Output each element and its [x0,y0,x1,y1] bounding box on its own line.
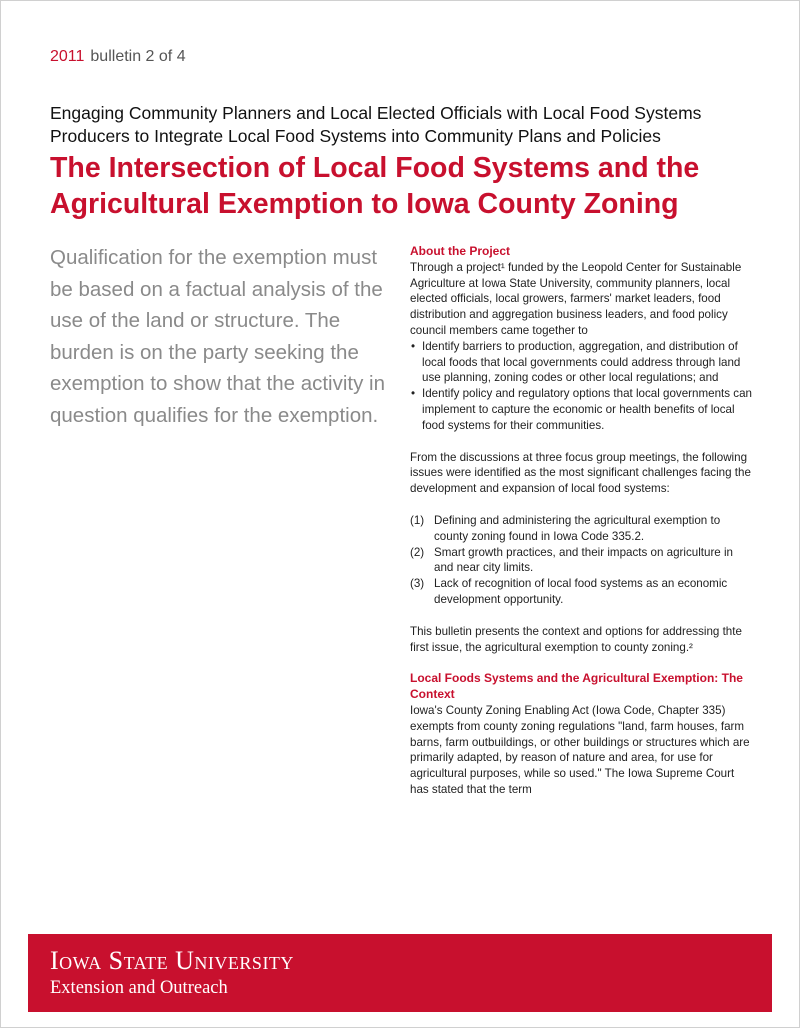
issue-text: Smart growth practices, and their impacts on agriculture in and near city limits. [434,545,733,575]
list-item [410,386,755,433]
right-column [410,244,755,798]
list-item [410,545,755,577]
extension-unit: Extension and Outreach [50,978,228,998]
context-heading: Local Foods Systems and the Agricultural Exemption: The Context [410,671,743,702]
bulletin-line [50,48,186,66]
list-item [410,576,755,608]
about-bullet-list [410,339,755,434]
issue-number: (2) [410,545,425,559]
discussion-paragraph: From the discussions at three focus group meetings, the following issues were identified as the most significant challenges facing the development and expansion of local food systems: [410,450,751,496]
context-body: Iowa's County Zoning Enabling Act (Iowa Code, Chapter 335) exempts from county zoning regulations "land, farm houses, farm barns, farm outbuildings, or other buildings or structures which are primarily adapted, by reason of nature and area, for use for agricultural purposes, while so used." The Iowa Supreme Court has stated that the term [410,703,750,796]
about-heading: About the Project [410,244,511,258]
footer-band [28,934,772,1012]
issue-text: Defining and administering the agricultural exemption to county zoning found in Iowa Code 335.2. [434,513,721,543]
about-intro: Through a project¹ funded by the Leopold Center for Sustainable Agriculture at Iowa State University, community planners, local elected officials, local growers, farmers' market leaders, food distribution and aggregation business leaders, and food policy council members came together to [410,260,742,337]
subtitle: Engaging Community Planners and Local Elected Officials with Local Food Systems Producers to Integrate Local Food Systems into Community Plans and Policies [50,103,702,146]
university-wordmark [50,946,294,976]
issue-text: Lack of recognition of local food systems as an economic development opportunity. [434,577,728,606]
bullet-text: Identify policy and regulatory options that local governments can implement to capture the economic or health benefits of local food systems for their communities. [422,387,752,432]
closing-paragraph: This bulletin presents the context and options for addressing thte first issue, the agricultural exemption to county zoning.² [410,624,742,654]
pull-quote: Qualification for the exemption must be based on a factual analysis of the use of the land or structure. The burden is on the party seeking the exemption to show that the activity in question qualifies for the exemption. [50,246,386,427]
list-item [410,339,755,386]
bulletin-year: 2011 [50,48,85,65]
university-name: Iowa State University [50,946,294,975]
issue-number: (3) [410,577,425,591]
bullet-text: Identify barriers to production, aggregation, and distribution of local foods that local governments could address through land use planning, zoning codes or other local regulations; and [422,339,741,385]
list-item [410,513,755,545]
page-title: The Intersection of Local Food Systems and the Agricultural Exemption to Iowa County Zoning [50,152,700,220]
bullet-icon: • [411,339,416,353]
issue-number: (1) [410,513,425,527]
bullet-icon: • [411,387,416,401]
issues-list [410,513,755,608]
bulletin-number: bulletin 2 of 4 [90,48,186,65]
